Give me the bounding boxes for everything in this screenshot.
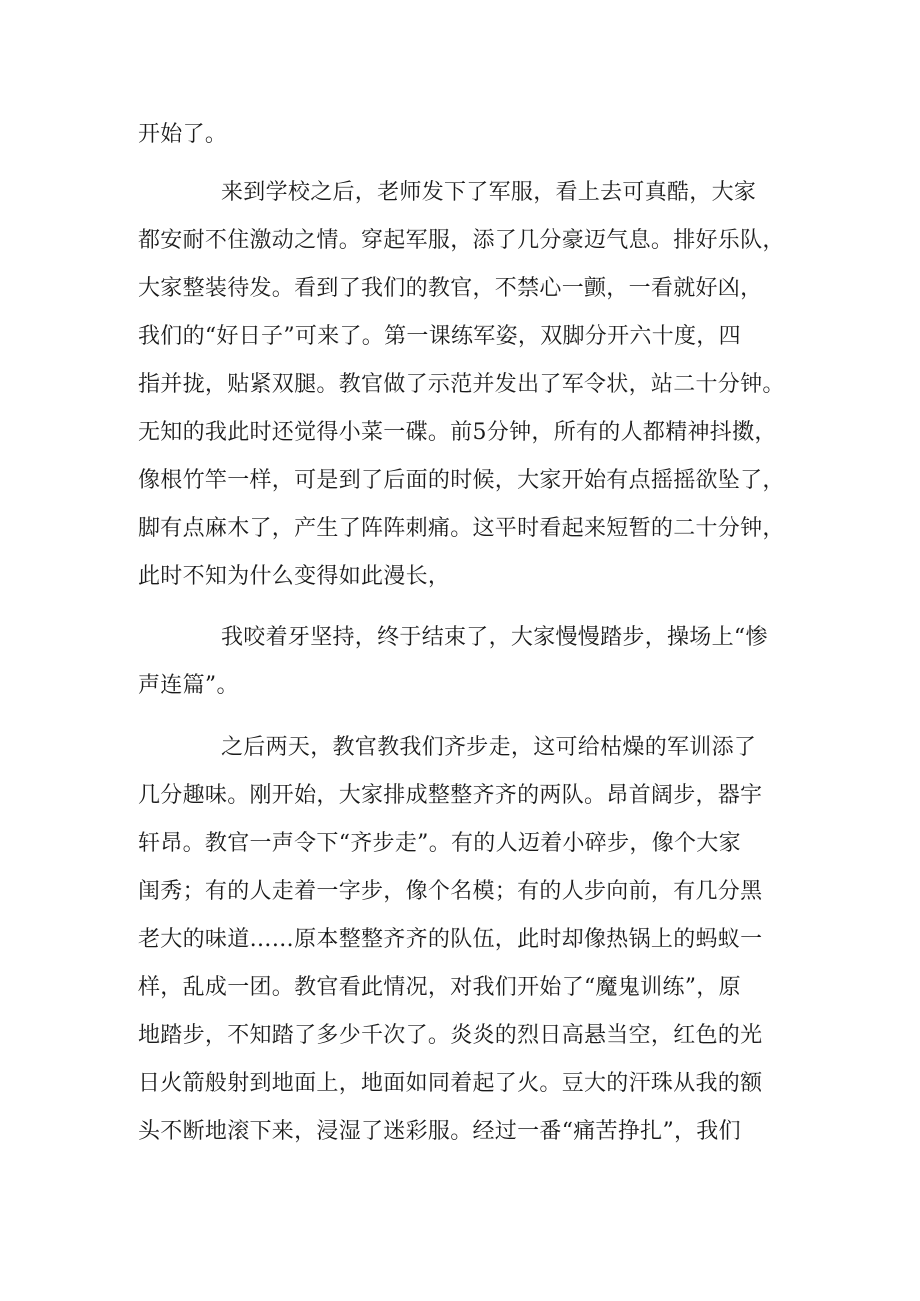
text-line: 几分趣味。刚开始，大家排成整整齐齐的两队。昂首阔步，器宇 bbox=[138, 783, 763, 808]
text-line: 此时不知为什么变得如此漫长， bbox=[138, 564, 451, 589]
text-line: 开始了。 bbox=[138, 122, 228, 147]
text-line: 我们的“好日子”可来了。第一课练军姿，双脚分开六十度，四 bbox=[138, 324, 741, 349]
text-line: 地踏步，不知踏了多少千次了。炎炎的烈日高悬当空，红色的光 bbox=[138, 1023, 763, 1048]
text-line: 闺秀；有的人走着一字步，像个名模；有的人步向前，有几分黑 bbox=[138, 879, 763, 904]
text-line: 样，乱成一团。教官看此情况，对我们开始了“魔鬼训练”，原 bbox=[138, 975, 741, 1000]
text-line: 无知的我此时还觉得小菜一碟。前5分钟，所有的人都精神抖擞， bbox=[138, 420, 777, 445]
text-line: 声连篇”。 bbox=[138, 673, 239, 698]
text-line: 大家整装待发。看到了我们的教官，不禁心一颤，一看就好凶， bbox=[138, 276, 763, 301]
text-line: 都安耐不住激动之情。穿起军服，添了几分豪迈气息。排好乐队， bbox=[138, 228, 785, 253]
paragraph-start-line: 之后两天，教官教我们齐步走，这可给枯燥的军训添了 bbox=[221, 735, 757, 760]
text-line: 轩昂。教官一声令下“齐步走”。有的人迈着小碎步，像个大家 bbox=[138, 831, 741, 856]
paragraph-start-line: 我咬着牙坚持，终于结束了，大家慢慢踏步，操场上“惨 bbox=[221, 625, 768, 650]
text-line: 脚有点麻木了，产生了阵阵刺痛。这平时看起来短暂的二十分钟， bbox=[138, 516, 785, 541]
text-line: 头不断地滚下来，浸湿了迷彩服。经过一番“痛苦挣扎”，我们 bbox=[138, 1119, 741, 1144]
paragraph-start-line: 来到学校之后，老师发下了军服，看上去可真酷，大家 bbox=[221, 180, 757, 205]
text-line: 老大的味道……原本整整齐齐的队伍，此时却像热锅上的蚂蚁一 bbox=[138, 927, 763, 952]
text-line: 像根竹竿一样，可是到了后面的时候，大家开始有点摇摇欲坠了， bbox=[138, 468, 785, 493]
text-line: 指并拢，贴紧双腿。教官做了示范并发出了军令状，站二十分钟。 bbox=[138, 372, 785, 397]
text-line: 日火箭般射到地面上，地面如同着起了火。豆大的汗珠从我的额 bbox=[138, 1071, 763, 1096]
